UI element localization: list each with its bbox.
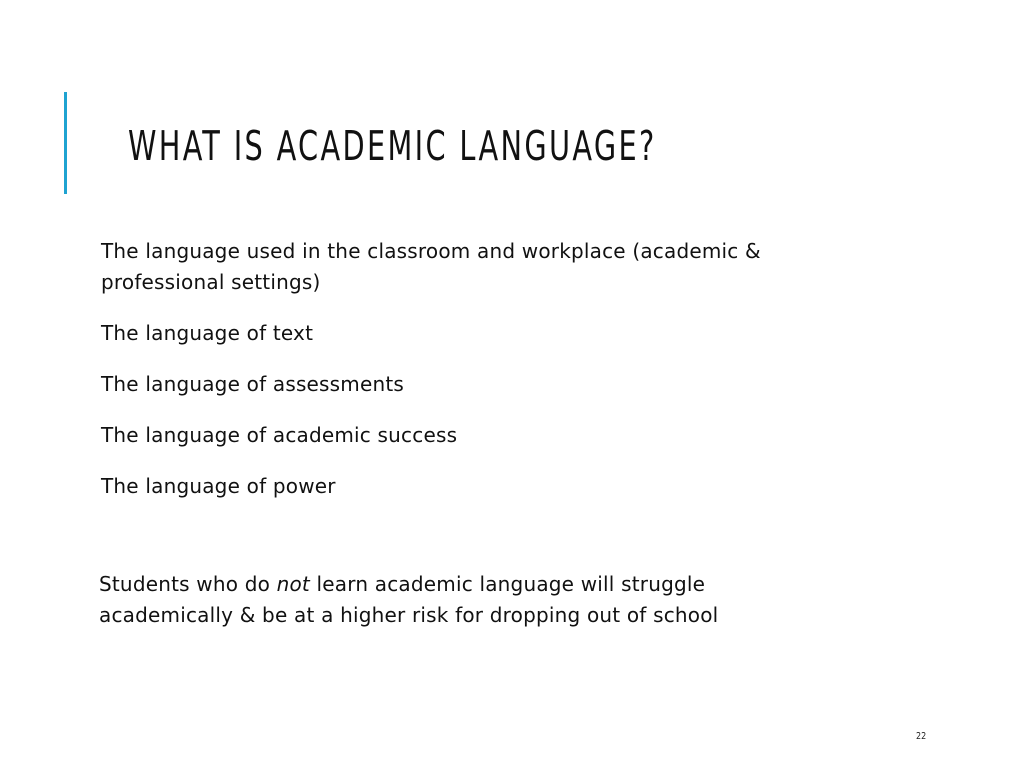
note-text-start: Students who do (99, 572, 277, 596)
bullet-item: The language of text (101, 321, 314, 345)
note-text-end: learn academic language will struggle academically & be at a higher risk for dropping out of school (99, 572, 719, 627)
bullet-item: The language of assessments (101, 372, 405, 396)
bullet-item: The language of academic success (101, 423, 458, 447)
title-accent-bar (64, 92, 67, 194)
slide-title: WHAT IS ACADEMIC LANGUAGE? (128, 122, 657, 170)
summary-note (99, 569, 839, 631)
note-emphasis: not (276, 572, 310, 596)
slide-number: 22 (916, 731, 927, 742)
bullet-item: The language used in the classroom and workplace (academic & professional settings) (101, 239, 761, 294)
bullet-item: The language of power (101, 474, 336, 498)
bullet-list (101, 236, 861, 522)
